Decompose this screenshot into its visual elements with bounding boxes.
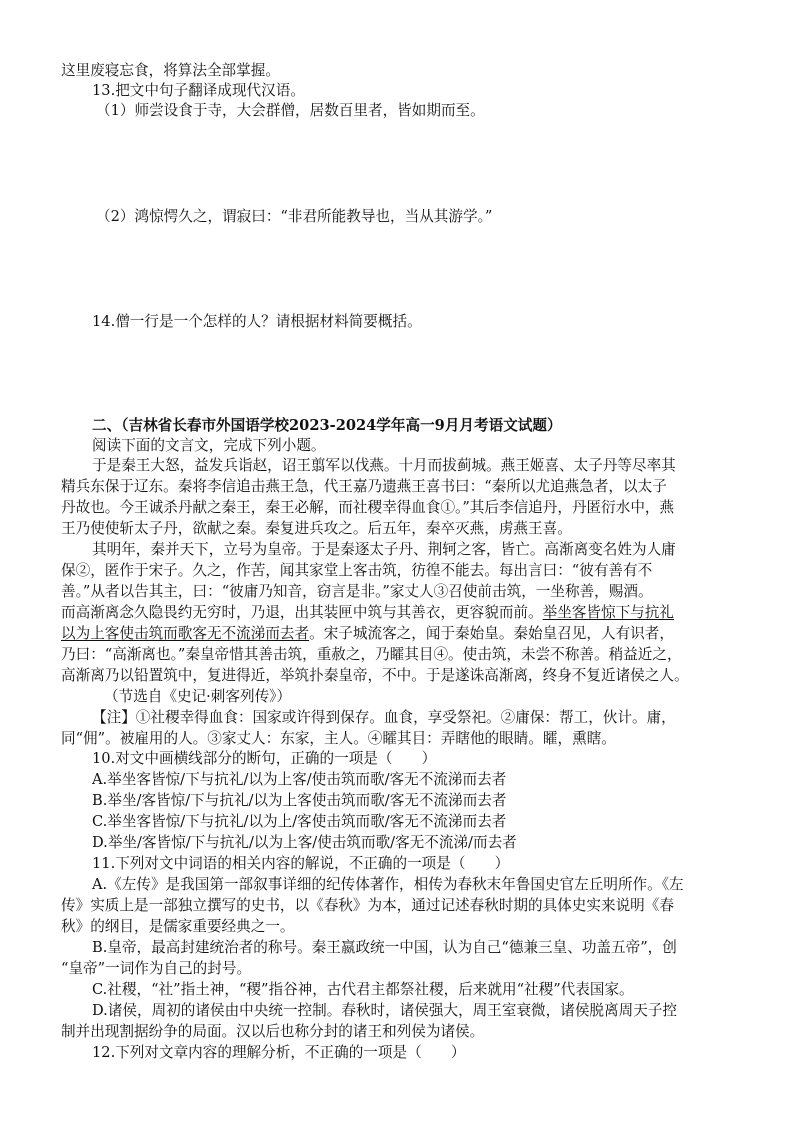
underlined-passage-text: 举坐客皆惊下与抗礼 <box>542 604 674 621</box>
passage-text: 而高渐离念久隐畏约无穷时，乃退，出其装匣中筑与其善衣，更容貌而前。 <box>61 604 543 621</box>
question-13-item-1: （1）师尝设食于寺，大会群僧，居数百里者，皆如期而至。 <box>96 102 485 119</box>
option-c: C.举坐客皆惊/下与抗礼/以为上/客使击筑而歌/客无不流涕而去者 <box>92 813 507 830</box>
option-a: A.《左传》是我国第一部叙事详细的纪传体著作，相传为春秋末年鲁国史官左丘明所作。《左 <box>92 876 684 893</box>
option-d: D.诸侯，周初的诸侯由中央统一控制。春秋时，诸侯强大，周王室衰微，诸侯脱离周天子控 <box>92 1002 677 1019</box>
passage-line: 保②，匿作于宋子。久之，作苦，闻其家堂上客击筑，彷徨不能去。每出言曰：“彼有善有不 <box>61 562 653 579</box>
question-13: 13.把文中句子翻译成现代汉语。 <box>92 82 305 99</box>
option-c: C.社稷，“社”指土神，“稷”指谷神，古代君主都祭社稷，后来就用“社稷”代表国家。 <box>92 981 634 998</box>
annotation-line: 【注】①社稷幸得血食：国家或许得到保存。血食，享受祭祀。②庸保：帮工，伙计。庸， <box>92 709 676 726</box>
question-13-item-2: （2）鸿惊愕久之，谓寂曰：“非君所能教导也，当从其游学。” <box>96 208 493 225</box>
option-b-continued: “皇帝”一词作为自己的封号。 <box>61 960 252 977</box>
passage-line <box>0 624 794 644</box>
annotation-line: 同“佣”。被雇用的人。③家丈人：东家，主人。④矐其目：弄瞎他的眼睛。矐，熏瞎。 <box>61 730 616 747</box>
passage-line: 乃曰：“高渐离也。”秦皇帝惜其善击筑，重赦之，乃矐其目④。使击筑，未尝不称善。稍益近之， <box>61 646 682 663</box>
passage-line: 高渐离乃以铅置筑中，复进得近，举筑扑秦皇帝，不中。于是遂诛高渐离，终身不复近诸侯之人。 <box>61 667 689 684</box>
passage-line: 丹故也。今王诚杀丹献之秦王，秦王必解，而社稷幸得血食①。”其后李信追丹，丹匿衍水中，燕 <box>61 499 675 516</box>
instruction-line: 阅读下面的文言文，完成下列小题。 <box>92 437 326 454</box>
passage-line: 王乃使使斩太子丹，欲献之秦。秦复进兵攻之。后五年，秦卒灭燕，虏燕王喜。 <box>61 520 572 537</box>
option-a-continued: 秋》的纲目，是儒家重要经典之一。 <box>61 918 295 935</box>
option-d-continued: 制并出现割据纷争的局面。汉以后也称分封的诸王和列侯为诸侯。 <box>61 1023 485 1040</box>
passage-text: 。宋子城流客之，闻于秦始皇。秦始皇召见，人有识者， <box>309 625 674 642</box>
question-14: 14.僧一行是一个怎样的人？请根据材料简要概括。 <box>92 313 422 330</box>
option-d: D.举坐/客皆惊/下与抗礼/以为上客/使击筑而歌/客无不流涕/而去者 <box>92 834 517 851</box>
section-heading: 二、（吉林省长春市外国语学校2023-2024学年高一9月月考语文试题） <box>92 417 562 434</box>
passage-line: 于是秦王大怒，益发兵诣赵，诏王翦军以伐燕。十月而拔蓟城。燕王姬喜、太子丹等尽率其 <box>92 457 676 474</box>
option-a: A.举坐客皆惊/下与抗礼/以为上客/使击筑而歌/客无不流涕而去者 <box>92 771 507 788</box>
source-citation: （节选自《史记·刺客列传》） <box>104 688 292 705</box>
passage-line: 善。”从者以告其主，曰：“彼庸乃知音，窃言是非。”家丈人③召使前击筑，一坐称善，赐酒。 <box>61 583 653 600</box>
text-line: 这里废寝忘食，将算法全部掌握。 <box>61 62 280 79</box>
question-12: 12.下列对文章内容的理解分析，不正确的一项是（ ） <box>92 1044 466 1061</box>
question-10: 10.对文中画横线部分的断句，正确的一项是（ ） <box>92 750 437 767</box>
passage-line: 其明年，秦并天下，立号为皇帝。于是秦逐太子丹、荆轲之客，皆亡。高渐离变名姓为人庸 <box>92 541 676 558</box>
question-11: 11.下列对文中词语的相关内容的解说，不正确的一项是（ ） <box>92 855 510 872</box>
option-b: B.皇帝，最高封建统治者的称号。秦王嬴政统一中国，认为自己“德兼三皇、功盖五帝”，创 <box>92 939 677 956</box>
passage-line: 精兵东保于辽东。秦将李信追击燕王急，代王嘉乃遗燕王喜书曰：“秦所以尤追燕急者，以太子 <box>61 478 667 495</box>
passage-line <box>0 603 794 623</box>
option-a-continued: 传》实质上是一部独立撰写的史书，以《春秋》为本，通过记述春秋时期的具体史实来说明《春 <box>61 897 674 914</box>
option-b: B.举坐/客皆惊/下与抗礼/以为上客使击筑而歌/客无不流涕而去者 <box>92 792 507 809</box>
underlined-passage-text: 以为上客使击筑而歌客无不流涕而去者 <box>61 625 310 642</box>
